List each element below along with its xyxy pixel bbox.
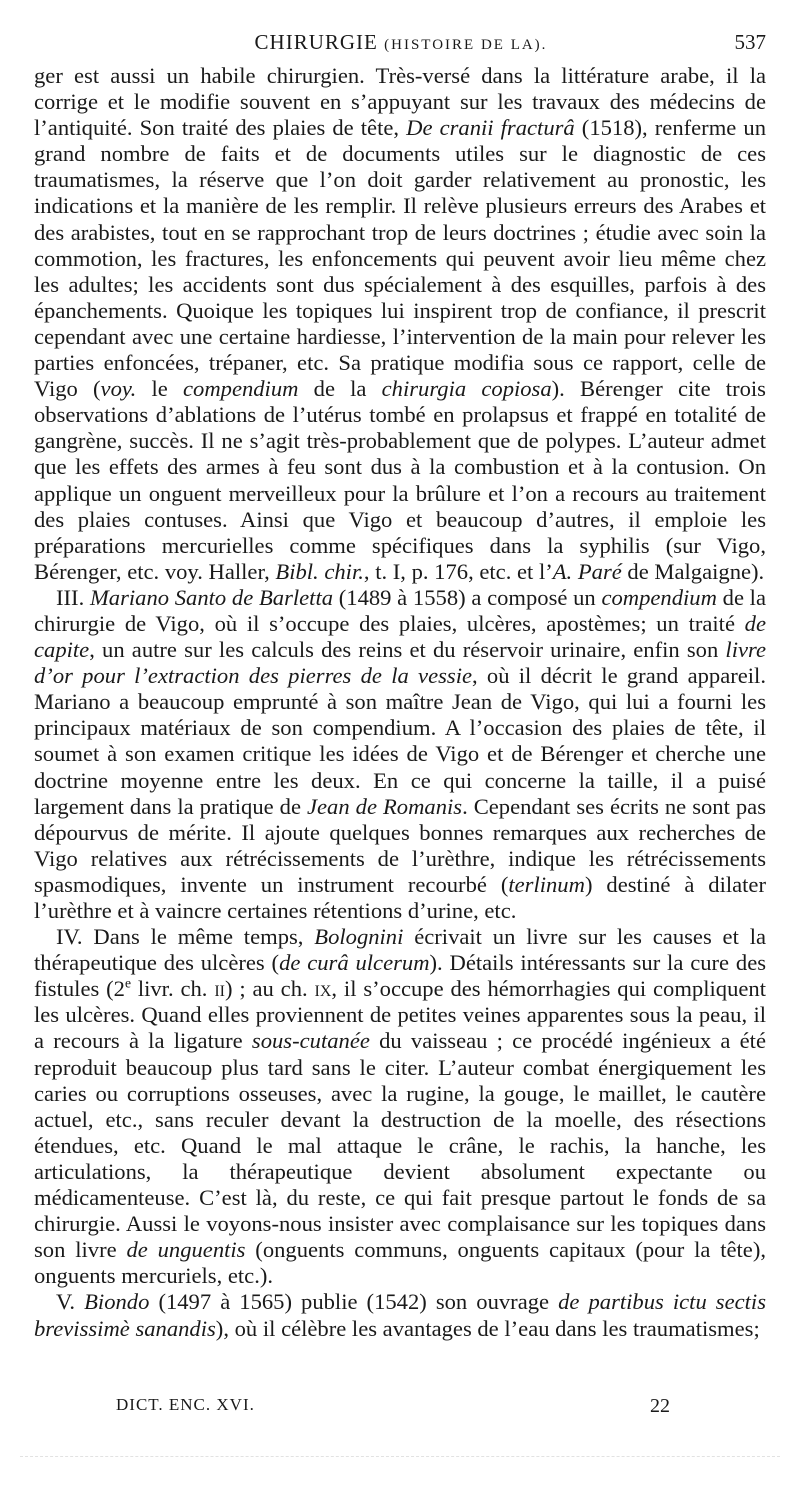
text-run: de la xyxy=(298,376,382,402)
body-text xyxy=(34,63,766,1342)
text-run: (onguents communs, onguents capitaux (pour la tête), onguents mercuriels, etc.). xyxy=(34,1237,766,1289)
paragraph-mariano-santo xyxy=(34,585,766,924)
running-title xyxy=(36,30,766,55)
text-run: ) ; au ch. xyxy=(224,976,315,1002)
italic-run: Jean de Romanis xyxy=(307,793,463,819)
text-run: (1518), renferme un grand nombre de faits et de documents utiles sur le diagnostic de ces traumatismes, la réserve que l’on doit garder relativement au pronostic, les indications et la manière de les remplir. Il relève plusieurs erreurs des Arabes et des arabistes, tout en se rapprochant trop de leurs doctrines ; étudie avec soin la commotion, les fractures, les enfoncements qui peuvent avoir lieu même chez les adultes; les accidents sont dus spécialement à des esquilles, parfois à des épanchements. Quoique les topiques lui inspirent trop de confiance, il prescrit cependant avec une certaine hardiesse, l’intervention de la main pour relever les parties enfoncées, trépaner, etc. Sa pratique modifia sous ce rapport, celle de Vigo ( xyxy=(34,115,766,402)
text-run: ii xyxy=(214,976,225,1002)
page-footer xyxy=(34,1395,766,1423)
text-run: ger est aussi un habile chirurgien. Très-versé dans la littérature arabe, il la corrige et le modifie souvent en s’appuyant sur les travaux des médecins de l’antiquité. Son traité des plaies de tête, xyxy=(34,63,766,141)
text-run: de la chirurgie de Vigo, où il s’occupe des plaies, ulcères, apostèmes; un traité xyxy=(34,584,766,636)
italic-run: de curâ ulcerum xyxy=(279,950,430,976)
italic-run: Mariano Santo de Barletta xyxy=(89,584,334,610)
text-run: écrivait un livre sur les causes et la thérapeutique des ulcères ( xyxy=(34,924,766,976)
italic-run: sous-cutanée xyxy=(251,1028,370,1054)
bottom-edge-divider xyxy=(20,1456,780,1461)
text-run: (1489 à 1558) a composé un xyxy=(333,584,602,610)
italic-run: voy. xyxy=(100,376,137,402)
superscript-run: e xyxy=(124,975,131,991)
footer-volume-label: DICT. ENC. XVI. xyxy=(116,1395,255,1414)
text-run: IV. Dans le même temps, xyxy=(56,924,315,950)
text-run: , où il décrit le grand appareil. Mariano a beaucoup emprunté à son maître Jean de Vigo, qui lui a fourni les principaux matériaux de son compendium. A l’occasion des plaies de tête, il soumet à son examen critique les idées de Vigo et de Bérenger et cherche une doctrine moyenne entre les deux. En ce qui concerne la taille, il a puisé largement dans la pratique de xyxy=(34,663,766,819)
running-title-subtitle: (HISTOIRE DE LA). xyxy=(384,37,548,53)
italic-run: de capite xyxy=(34,610,766,663)
italic-run: chirurgia copiosa xyxy=(381,376,552,402)
italic-run: A. Paré xyxy=(552,558,622,584)
text-run: ix xyxy=(314,976,332,1002)
text-run: ) destiné à dilater l’urèthre et à vaincre certaines rétentions d’urine, etc. xyxy=(34,871,766,923)
italic-run: de partibus ictu sectis brevissimè sanandis xyxy=(34,1289,766,1341)
italic-run: de unguentis xyxy=(126,1237,246,1263)
text-run: V. xyxy=(56,1289,85,1315)
italic-run: Bolognini xyxy=(314,924,404,950)
text-run: , t. I, p. 176, etc. et l’ xyxy=(363,558,553,584)
text-run: le xyxy=(136,376,183,402)
text-run: (1497 à 1565) publie (1542) son ouvrage xyxy=(149,1289,559,1315)
text-run: ). Détails intéressants sur la cure des fistules (2 xyxy=(34,950,767,1002)
italic-run: De cranii fracturâ xyxy=(406,115,575,141)
running-title-main: CHIRURGIE xyxy=(254,30,378,54)
text-run: III. xyxy=(56,584,90,610)
text-run: de Malgaigne). xyxy=(621,558,765,584)
italic-run: compendium xyxy=(601,584,717,610)
text-run: du vaisseau ; ce procédé ingénieux a été reproduit beaucoup plus tard sans le citer. L’auteur combat énergiquement les caries ou corruptions osseuses, avec la rugine, la gouge, le maillet, le cautère actuel, etc., sans reculer devant la destruction de la moelle, des résections étendues, etc. Quand le mal attaque le crâne, le rachis, la hanche, les articulations, la thérapeutique devient absolument expectante ou médicamenteuse. C’est là, du reste, ce qui fait presque partout le fonds de sa chirurgie. Aussi le voyons-nous insister avec complaisance sur les topiques dans son livre xyxy=(34,1028,766,1263)
text-run: livr. ch. xyxy=(130,976,215,1002)
paragraph-biondo xyxy=(34,1289,766,1341)
italic-run: compendium xyxy=(183,376,299,402)
paragraph-bolognini xyxy=(34,924,766,1289)
running-head xyxy=(36,30,766,60)
page-number: 537 xyxy=(734,30,766,54)
text-run: ). Bérenger cite trois observations d’ablations de l’utérus tombé en prolapsus et frappé en totalité de gangrène, succès. Il ne s’agit très-probablement que de polypes. L’auteur admet que les effets des armes à feu sont dus à la combustion et à la contusion. On applique un onguent merveilleux pour la brûlure et l’on a recours au traitement des plaies contuses. Ainsi que Vigo et beaucoup d’autres, il emploie les préparations mercurielles comme spécifiques dans la syphilis (sur Vigo, Bérenger, etc. voy. Haller, xyxy=(34,376,766,584)
italic-run: Biondo xyxy=(84,1289,150,1315)
text-run: , un autre sur les calculs des reins et du réservoir urinaire, enfin son xyxy=(89,637,726,663)
italic-run: terlinum xyxy=(508,871,585,897)
paragraph-continued xyxy=(34,63,766,585)
italic-run: livre d’or pour l’extraction des pierres de la vessie xyxy=(34,637,766,689)
italic-run: Bibl. chir. xyxy=(275,558,364,584)
footer-signature-mark: 22 xyxy=(650,1395,670,1417)
text-run: . Cependant ses écrits ne sont pas dépourvus de mérite. Il ajoute quelques bonnes remarques aux recherches de Vigo relatives aux rétrécissements de l’urèthre, indique les rétrécissements spasmodiques, invente un instrument recourbé ( xyxy=(34,793,766,897)
text-run: , il s’occupe des hémorrhagies qui compliquent les ulcères. Quand elles proviennent de petites veines apparentes sous la peau, il a recours à la ligature xyxy=(34,976,766,1054)
text-run: ), où il célèbre les avantages de l’eau dans les traumatismes; xyxy=(215,1315,760,1341)
